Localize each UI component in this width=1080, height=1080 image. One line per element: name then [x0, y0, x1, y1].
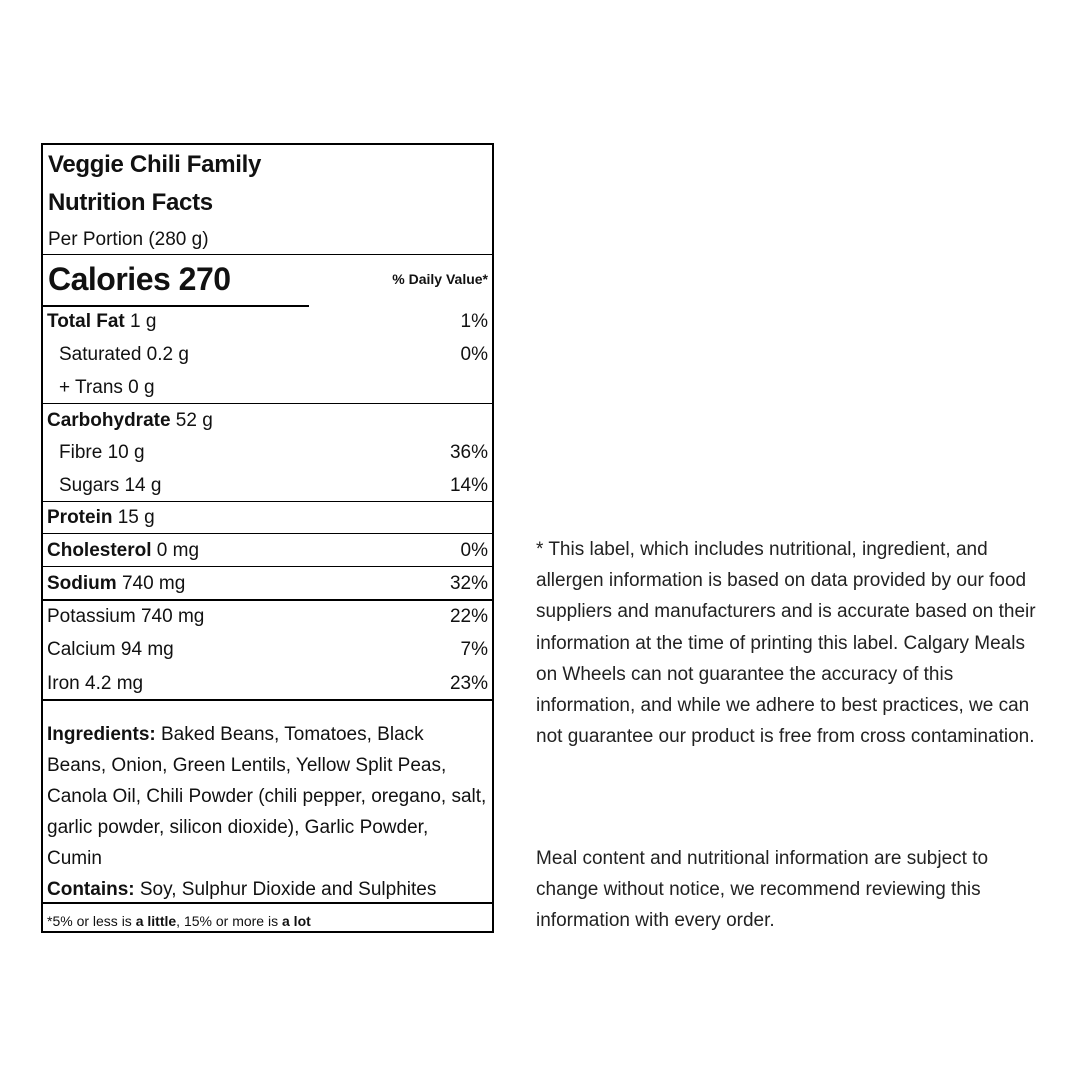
carbohydrate-name: Carbohydrate [47, 410, 171, 431]
sodium-pct: 32% [449, 573, 488, 594]
divider [43, 699, 492, 701]
footnote-lot: a lot [282, 913, 311, 929]
cholesterol-pct: 0% [460, 540, 488, 561]
contains-label: Contains: [47, 879, 135, 900]
calories: Calories 270 [48, 261, 231, 297]
row-sugars [47, 475, 488, 499]
calories-rule [43, 305, 309, 307]
row-carbohydrate [47, 410, 488, 434]
row-calcium [47, 639, 488, 663]
ingredients-text [47, 719, 487, 874]
disclaimer-paragraph-1: * This label, which includes nutritional, ingredient, and allergen information is based on data provided by our food suppliers and manufacturers and is accurate based on their information at the time of printing this label. Calgary Meals on Wheels can not guarantee the accuracy of this information, and while we adhere to best practices, we can not guarantee our product is free from cross contamination. [536, 539, 1036, 748]
footnote-part: *5% or less is [47, 913, 136, 929]
row-sodium [47, 573, 488, 597]
serving-size: Per Portion (280 g) [48, 229, 209, 250]
product-name: Veggie Chili Family [48, 151, 262, 178]
calcium-name: Calcium 94 mg [47, 639, 174, 660]
ingredients-list: Baked Beans, Tomatoes, Black Beans, Onion, Green Lentils, Yellow Split Peas, Canola Oil, Chili Powder (chili pepper, oregano, salt, garlic powder, silicon dioxide), Garlic Powder, Cumin [47, 724, 487, 869]
row-iron [47, 673, 488, 697]
protein-name: Protein [47, 507, 113, 528]
nutrition-facts-heading: Nutrition Facts [48, 189, 213, 216]
footnote-part: , 15% or more is [176, 913, 282, 929]
row-trans [47, 377, 488, 401]
sugars-name: Sugars 14 g [59, 475, 162, 496]
potassium-pct: 22% [449, 606, 488, 627]
total-fat-pct: 1% [460, 311, 488, 332]
divider [43, 599, 492, 601]
ingredients-label: Ingredients: [47, 724, 156, 745]
row-saturated [47, 344, 488, 368]
ingredients-block [47, 719, 487, 905]
divider [43, 501, 492, 502]
iron-pct: 23% [449, 673, 488, 694]
row-total-fat [47, 311, 488, 335]
divider [43, 403, 492, 404]
potassium-name: Potassium 740 mg [47, 606, 205, 627]
row-potassium [47, 606, 488, 630]
sodium-name: Sodium [47, 573, 117, 594]
daily-value-header: % Daily Value* [392, 271, 488, 287]
divider [43, 533, 492, 534]
fibre-pct: 36% [449, 442, 488, 463]
protein-amount: 15 g [112, 507, 155, 528]
allergens-text [47, 874, 487, 905]
cholesterol-name: Cholesterol [47, 540, 152, 561]
total-fat-name: Total Fat [47, 311, 125, 332]
sodium-amount: 740 mg [116, 573, 186, 594]
row-protein [47, 507, 488, 531]
disclaimer-paragraph-2: Meal content and nutritional information are subject to change without notice, we recommend reviewing this information with every order. [536, 848, 989, 932]
contains-list: Soy, Sulphur Dioxide and Sulphites [134, 879, 437, 900]
footnote-little: a little [135, 913, 177, 929]
divider [43, 566, 492, 567]
fibre-name: Fibre 10 g [59, 442, 145, 463]
iron-name: Iron 4.2 mg [47, 673, 144, 694]
row-cholesterol [47, 540, 488, 564]
total-fat-amount: 1 g [124, 311, 157, 332]
cholesterol-amount: 0 mg [151, 540, 200, 561]
saturated-pct: 0% [460, 344, 488, 365]
trans-name: + Trans 0 g [59, 377, 155, 398]
saturated-name: Saturated 0.2 g [59, 344, 189, 365]
divider [43, 902, 492, 904]
calcium-pct: 7% [460, 639, 488, 660]
divider [43, 254, 492, 255]
nutrition-label [41, 143, 494, 933]
carbohydrate-amount: 52 g [170, 410, 213, 431]
row-fibre [47, 442, 488, 466]
footnote [47, 913, 311, 929]
sugars-pct: 14% [449, 475, 488, 496]
